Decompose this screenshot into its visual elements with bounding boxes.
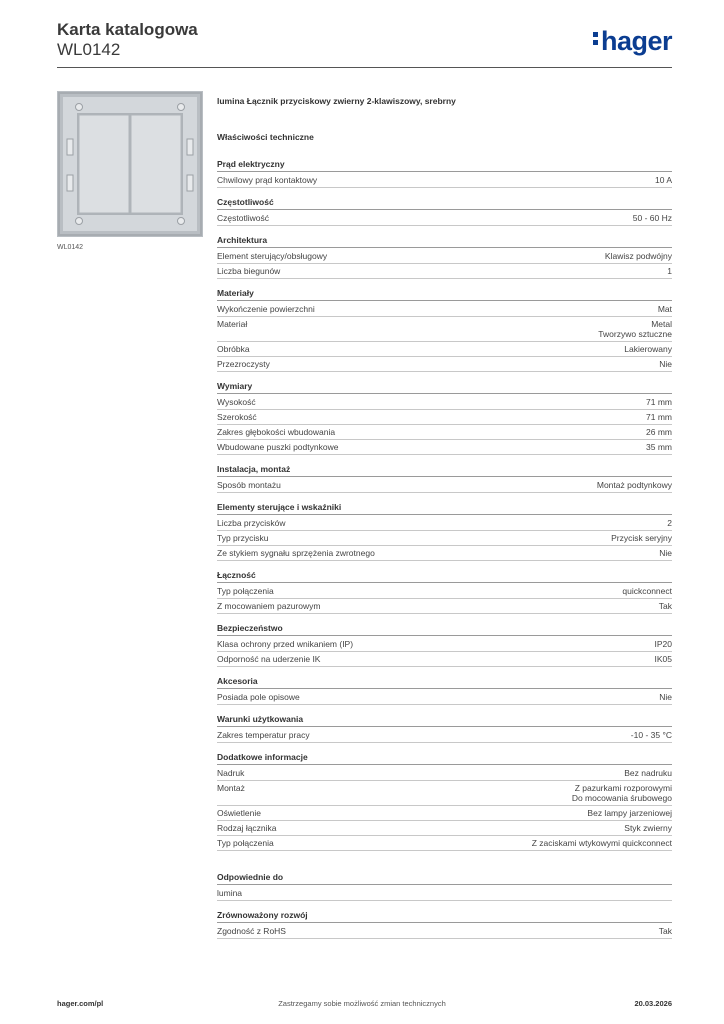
section-heading: Zrównoważony rozwój [217, 910, 672, 923]
spec-value-line: Z pazurkami rozporowymi [574, 783, 672, 793]
spec-row [217, 440, 672, 455]
spec-section [217, 381, 672, 455]
spec-value [624, 823, 672, 833]
spec-label: Typ przycisku [217, 533, 269, 543]
spec-value [532, 838, 672, 848]
spec-value [667, 266, 672, 276]
spec-label: Chwilowy prąd kontaktowy [217, 175, 318, 185]
section-heading: Częstotliwość [217, 197, 672, 210]
section-heading: Materiały [217, 288, 672, 301]
spec-value-line: Bez nadruku [624, 768, 672, 778]
spec-value [655, 175, 672, 185]
spec-value [633, 213, 672, 223]
spec-row [217, 425, 672, 440]
spec-value [611, 533, 672, 543]
spec-row [217, 302, 672, 317]
spec-value [572, 783, 672, 803]
section-heading: Bezpieczeństwo [217, 623, 672, 636]
spec-row [217, 410, 672, 425]
spec-section [217, 872, 672, 901]
spec-label: Zgodność z RoHS [217, 926, 286, 936]
spec-value-line: Tak [658, 926, 672, 936]
spec-content [217, 96, 672, 948]
spec-label: Zakres głębokości wbudowania [217, 427, 336, 437]
section-heading: Elementy sterujące i wskaźniki [217, 502, 672, 515]
spec-label: Nadruk [217, 768, 245, 778]
footer-date: 20.03.2026 [634, 999, 672, 1008]
spec-row [217, 516, 672, 531]
light-switch-icon [57, 91, 203, 237]
spec-value-line: 1 [667, 266, 672, 276]
spec-label: lumina [217, 888, 243, 898]
section-heading: Instalacja, montaż [217, 464, 672, 477]
spec-section [217, 132, 672, 144]
spec-value-line: 10 A [654, 175, 672, 185]
spec-label: Klasa ochrony przed wnikaniem (IP) [217, 639, 354, 649]
spec-value-line: IK05 [654, 654, 672, 664]
spec-label: Sposób montażu [217, 480, 281, 490]
spec-value [597, 480, 672, 490]
spec-row [217, 924, 672, 939]
spec-label: Montaż [217, 783, 245, 793]
spec-row [217, 584, 672, 599]
image-caption: WL0142 [57, 244, 84, 251]
spec-value-line: Lakierowany [624, 344, 672, 354]
spec-value-line: Metal [651, 319, 672, 329]
product-image [57, 91, 203, 237]
spec-row [217, 478, 672, 493]
spec-value-line: Tworzywo sztuczne [598, 329, 672, 339]
spec-value-line: Mat [657, 304, 672, 314]
spec-value-line: 50 - 60 Hz [632, 213, 672, 223]
section-heading: Łączność [217, 570, 672, 583]
header-divider [57, 67, 672, 68]
spec-value [598, 319, 672, 339]
spec-value [658, 304, 672, 314]
spec-value-line: 35 mm [646, 442, 672, 452]
spec-value-line: Z zaciskami wtykowymi quickconnect [531, 838, 672, 848]
spec-label: Liczba biegunów [217, 266, 281, 276]
section-heading: Warunki użytkowania [217, 714, 672, 727]
spec-label: Wykończenie powierzchni [217, 304, 315, 314]
spec-value-line: 71 mm [646, 412, 672, 422]
spec-label: Ze stykiem sygnału sprzężenia zwrotnego [217, 548, 375, 558]
section-heading: Wymiary [217, 381, 672, 394]
spec-label: Obróbka [217, 344, 250, 354]
spec-row [217, 357, 672, 372]
spec-label: Przezroczysty [217, 359, 270, 369]
spec-value [622, 586, 672, 596]
spec-value-line: Bez lampy jarzeniowej [587, 808, 672, 818]
spec-row [217, 317, 672, 342]
spec-value-line: Nie [659, 359, 672, 369]
spec-value [659, 548, 672, 558]
spec-row [217, 264, 672, 279]
spec-row [217, 531, 672, 546]
logo-text: hager [600, 26, 672, 56]
spec-row [217, 211, 672, 226]
spec-row [217, 342, 672, 357]
spec-label: Typ połączenia [217, 586, 274, 596]
spec-section [217, 235, 672, 279]
spec-section [217, 752, 672, 851]
section-heading: Dodatkowe informacje [217, 752, 672, 765]
spec-value [646, 427, 672, 437]
spec-row [217, 836, 672, 851]
spec-value [646, 397, 672, 407]
spec-value [605, 251, 672, 261]
spec-label: Szerokość [217, 412, 257, 422]
spec-row [217, 821, 672, 836]
spec-value [631, 730, 672, 740]
spec-row [217, 249, 672, 264]
spec-label: Z mocowaniem pazurowym [217, 601, 321, 611]
spec-value [659, 601, 672, 611]
section-heading: Właściwości techniczne [217, 132, 314, 142]
spec-value [659, 692, 672, 702]
document-title: Karta katalogowa [57, 20, 198, 39]
spec-label: Typ połączenia [217, 838, 274, 848]
section-heading: Akcesoria [217, 676, 672, 689]
spec-section [217, 197, 672, 226]
spec-value-line: 26 mm [646, 427, 672, 437]
spec-label: Posiada pole opisowe [217, 692, 300, 702]
spec-label: Częstotliwość [217, 213, 269, 223]
spec-section [217, 714, 672, 743]
spec-section [217, 464, 672, 493]
spec-value-line: -10 - 35 °C [630, 730, 672, 740]
section-heading: Odpowiednie do [217, 872, 672, 885]
spec-value-line: Montaż podtynkowy [596, 480, 672, 490]
spec-value-line: Nie [659, 692, 672, 702]
spec-label: Materiał [217, 319, 248, 329]
spec-label: Odporność na uderzenie IK [217, 654, 321, 664]
spec-row [217, 637, 672, 652]
footer-disclaimer: Zastrzegamy sobie możliwość zmian technicznych [278, 999, 446, 1008]
spec-label: Wysokość [217, 397, 256, 407]
spec-value [587, 808, 672, 818]
footer-website[interactable]: hager.com/pl [57, 999, 104, 1008]
spec-value-line: quickconnect [622, 586, 672, 596]
spec-value-line: Nie [659, 548, 672, 558]
spec-value [667, 518, 672, 528]
spec-row [217, 766, 672, 781]
logo-colon-icon [593, 29, 598, 48]
spec-value [655, 639, 673, 649]
spec-row [217, 806, 672, 821]
section-heading: Prąd elektryczny [217, 159, 672, 172]
spec-value [624, 768, 672, 778]
spec-sections [217, 132, 672, 939]
spec-row [217, 599, 672, 614]
spec-value-line: Tak [658, 601, 672, 611]
section-heading: Architektura [217, 235, 672, 248]
spec-value-line: 71 mm [646, 397, 672, 407]
spec-row [217, 173, 672, 188]
spec-value [659, 359, 672, 369]
spec-row [217, 781, 672, 806]
hager-logo[interactable] [593, 28, 672, 55]
spec-label: Oświetlenie [217, 808, 261, 818]
spec-row [217, 652, 672, 667]
spec-row [217, 690, 672, 705]
spec-section [217, 159, 672, 188]
spec-value-line: Klawisz podwójny [604, 251, 672, 261]
spec-value-line: Przycisk seryjny [611, 533, 672, 543]
spec-section [217, 623, 672, 667]
spec-value [646, 442, 672, 452]
spec-value [646, 412, 672, 422]
spec-section [217, 288, 672, 372]
spec-value-line: Styk zwierny [624, 823, 672, 833]
spec-label: Rodzaj łącznika [217, 823, 277, 833]
spec-section [217, 910, 672, 939]
spec-label: Wbudowane puszki podtynkowe [217, 442, 339, 452]
spec-label: Element sterujący/obsługowy [217, 251, 328, 261]
spec-section [217, 676, 672, 705]
spec-value [659, 926, 672, 936]
spec-value-line: IP20 [654, 639, 672, 649]
spec-section [217, 502, 672, 561]
spec-section [217, 570, 672, 614]
section-spacer [217, 860, 672, 872]
spec-row [217, 728, 672, 743]
spec-row [217, 395, 672, 410]
spec-label: Zakres temperatur pracy [217, 730, 310, 740]
product-title: lumina Łącznik przyciskowy zwierny 2-klawiszowy, srebrny [217, 96, 456, 106]
spec-value-line: Do mocowania śrubowego [571, 793, 672, 803]
spec-row [217, 886, 672, 901]
product-code: WL0142 [57, 40, 121, 59]
spec-value [655, 654, 673, 664]
spec-value [624, 344, 672, 354]
spec-row [217, 546, 672, 561]
spec-value-line: 2 [667, 518, 672, 528]
spec-label: Liczba przycisków [217, 518, 286, 528]
